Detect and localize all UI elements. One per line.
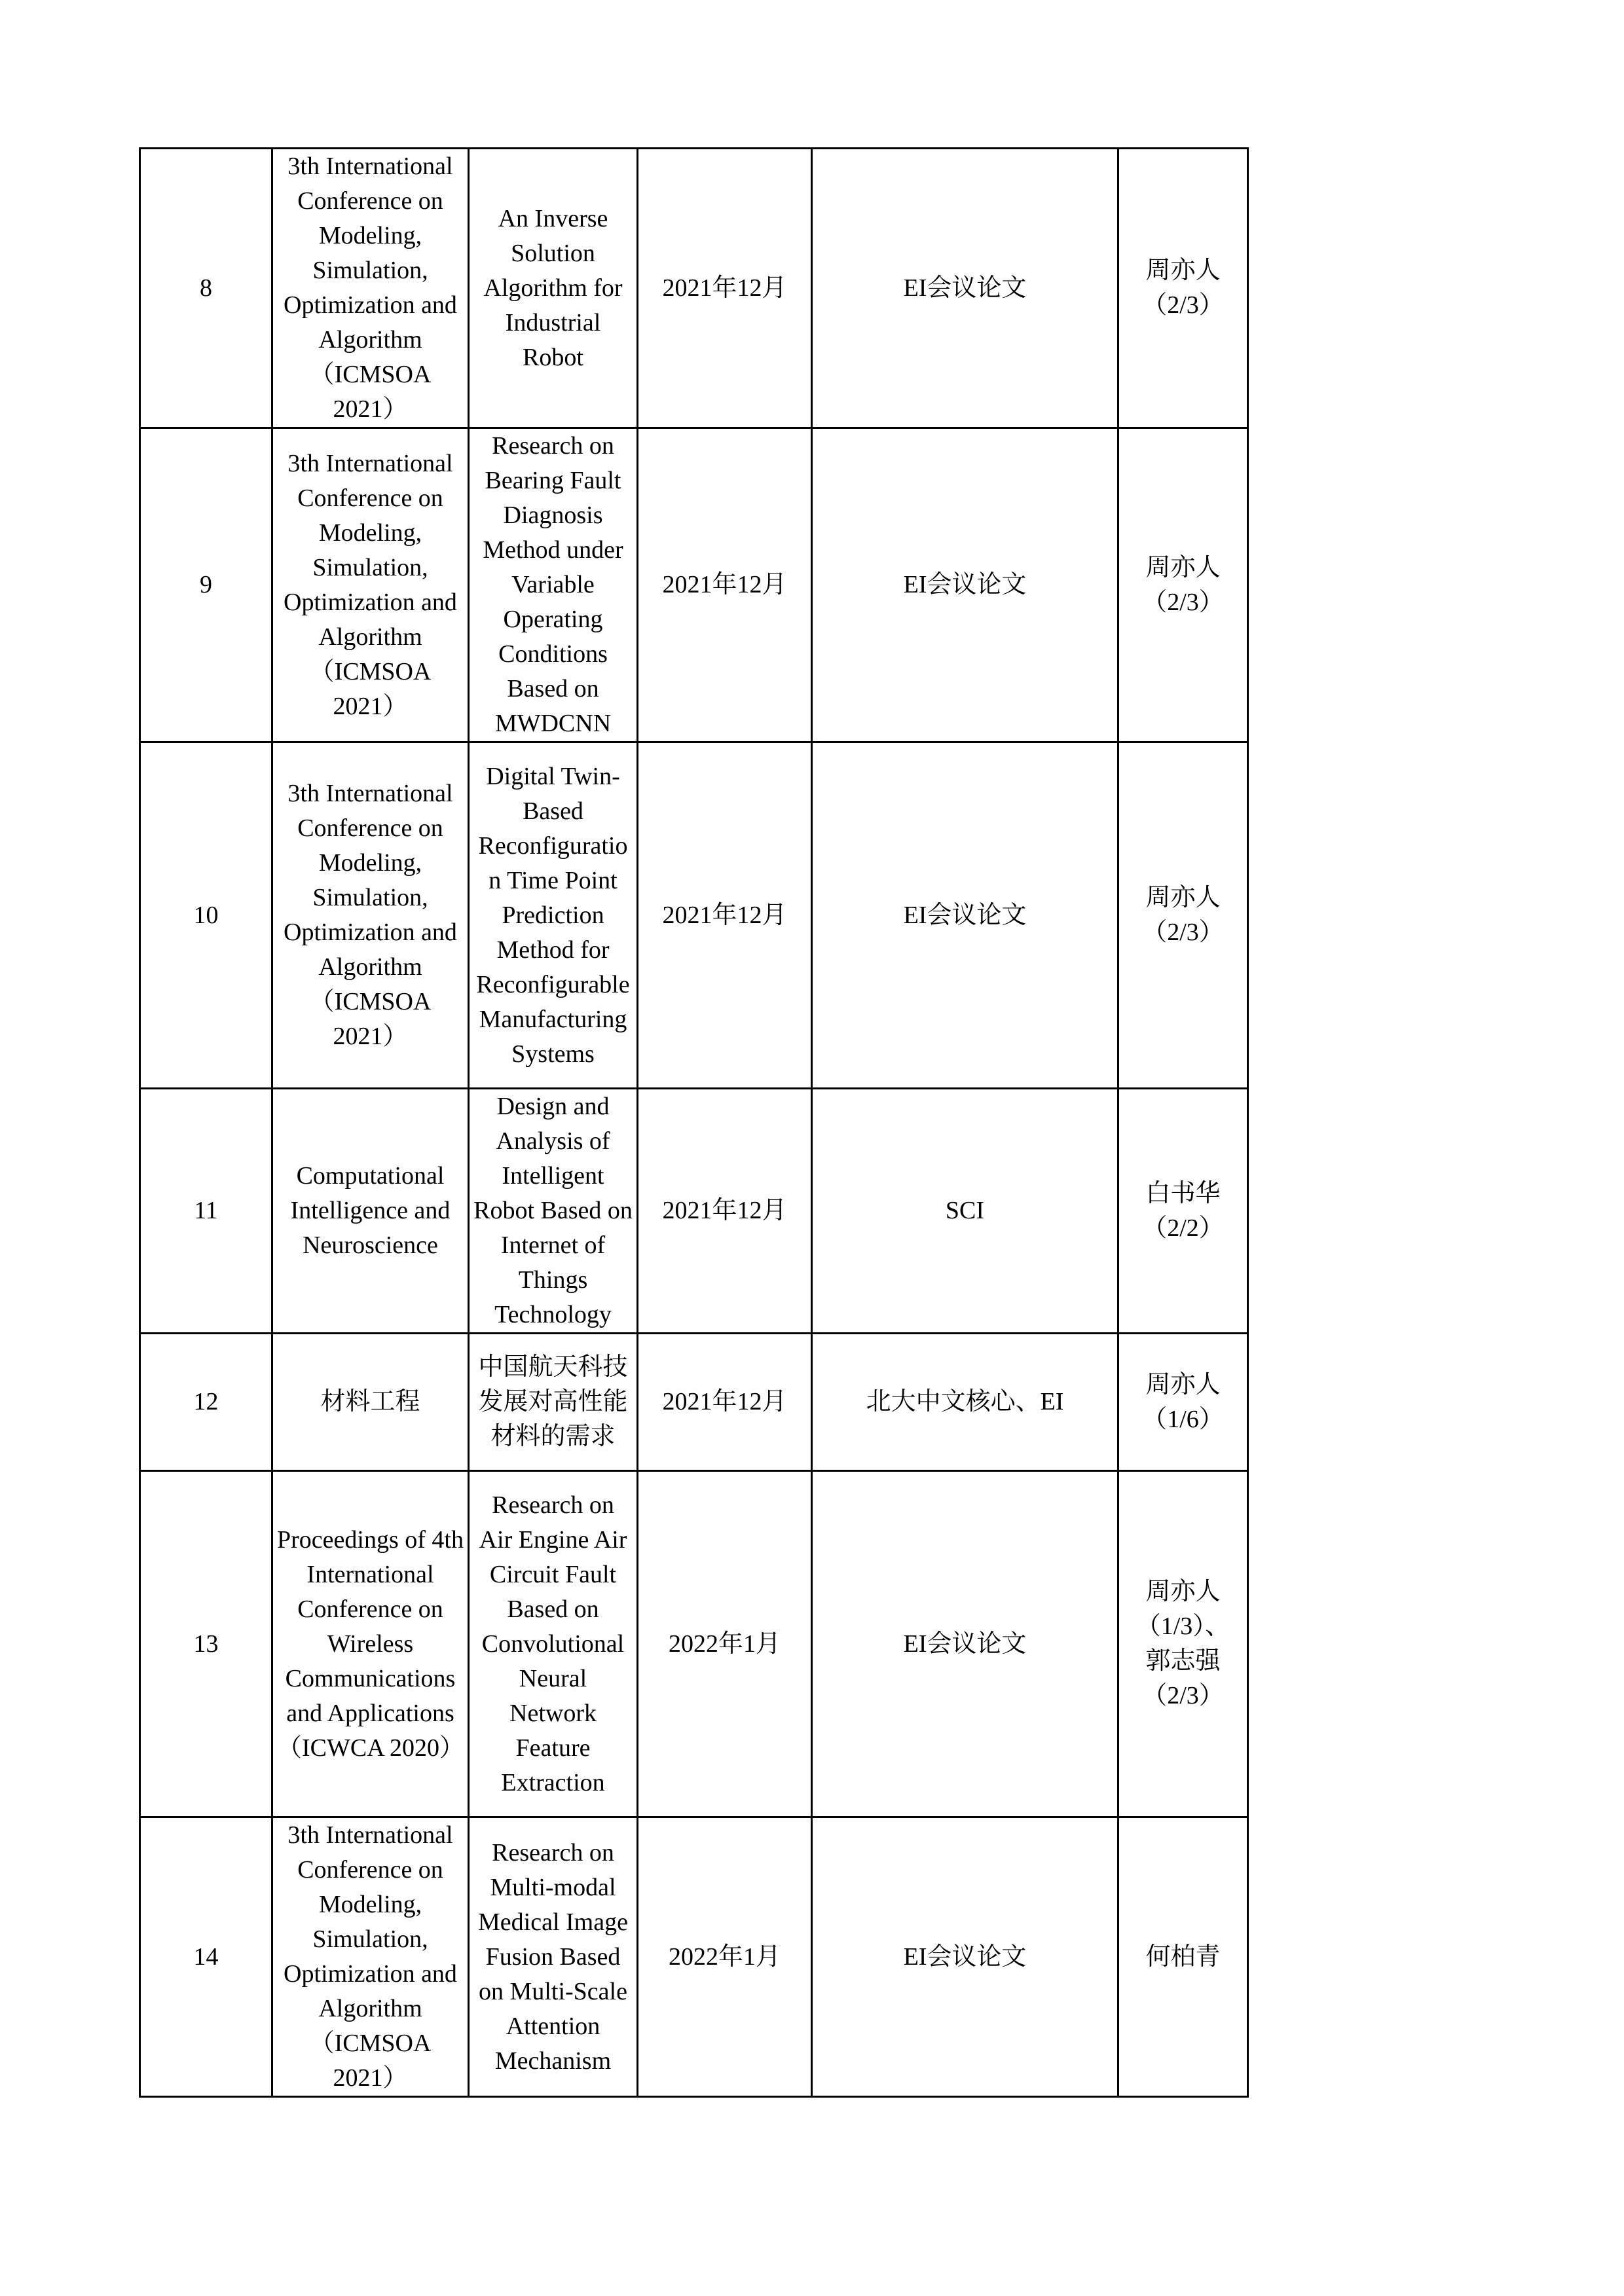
cell-index: EI会议论文 bbox=[812, 428, 1118, 742]
table-row bbox=[140, 1089, 1248, 1334]
table-row bbox=[140, 428, 1248, 742]
cell-index: EI会议论文 bbox=[812, 742, 1118, 1089]
cell-venue: Proceedings of 4th International Conference on Wireless Communications and Applications （ICWCA 2020） bbox=[272, 1471, 469, 1817]
cell-index: EI会议论文 bbox=[812, 149, 1118, 428]
cell-number: 12 bbox=[140, 1334, 272, 1471]
cell-author: 周亦人 （2/3） bbox=[1118, 742, 1248, 1089]
cell-index: SCI bbox=[812, 1089, 1118, 1334]
cell-title: Research on Bearing Fault Diagnosis Method under Variable Operating Conditions Based on MWDCNN bbox=[469, 428, 638, 742]
table-row bbox=[140, 1334, 1248, 1471]
table-row bbox=[140, 742, 1248, 1089]
cell-author: 白书华 （2/2） bbox=[1118, 1089, 1248, 1334]
cell-author: 周亦人 （1/3）、 郭志强 （2/3） bbox=[1118, 1471, 1248, 1817]
table-row bbox=[140, 1471, 1248, 1817]
cell-author: 何柏青 bbox=[1118, 1817, 1248, 2097]
cell-author: 周亦人 （2/3） bbox=[1118, 428, 1248, 742]
cell-index: 北大中文核心、EI bbox=[812, 1334, 1118, 1471]
cell-number: 14 bbox=[140, 1817, 272, 2097]
cell-venue: 3th International Conference on Modeling, Simulation, Optimization and Algorithm （ICMSOA 2021） bbox=[272, 428, 469, 742]
cell-number: 11 bbox=[140, 1089, 272, 1334]
table-row bbox=[140, 1817, 1248, 2097]
cell-date: 2021年12月 bbox=[638, 428, 812, 742]
table-row bbox=[140, 149, 1248, 428]
cell-title: 中国航天科技发展对高性能材料的需求 bbox=[469, 1334, 638, 1471]
cell-venue: 材料工程 bbox=[272, 1334, 469, 1471]
cell-venue: 3th International Conference on Modeling, Simulation, Optimization and Algorithm （ICMSOA 2021） bbox=[272, 149, 469, 428]
cell-number: 13 bbox=[140, 1471, 272, 1817]
cell-venue: Computational Intelligence and Neuroscience bbox=[272, 1089, 469, 1334]
cell-date: 2022年1月 bbox=[638, 1817, 812, 2097]
cell-date: 2021年12月 bbox=[638, 742, 812, 1089]
cell-author: 周亦人 （1/6） bbox=[1118, 1334, 1248, 1471]
cell-title: Research on Air Engine Air Circuit Fault Based on Convolutional Neural Network Feature Extraction bbox=[469, 1471, 638, 1817]
cell-date: 2021年12月 bbox=[638, 1089, 812, 1334]
cell-title: Design and Analysis of Intelligent Robot Based on Internet of Things Technology bbox=[469, 1089, 638, 1334]
cell-venue: 3th International Conference on Modeling, Simulation, Optimization and Algorithm （ICMSOA 2021） bbox=[272, 742, 469, 1089]
cell-number: 8 bbox=[140, 149, 272, 428]
publication-table bbox=[139, 147, 1249, 2098]
cell-index: EI会议论文 bbox=[812, 1471, 1118, 1817]
cell-date: 2022年1月 bbox=[638, 1471, 812, 1817]
cell-title: Research on Multi-modal Medical Image Fusion Based on Multi-Scale Attention Mechanism bbox=[469, 1817, 638, 2097]
cell-number: 10 bbox=[140, 742, 272, 1089]
cell-author: 周亦人 （2/3） bbox=[1118, 149, 1248, 428]
cell-title: An Inverse Solution Algorithm for Industrial Robot bbox=[469, 149, 638, 428]
cell-venue: 3th International Conference on Modeling, Simulation, Optimization and Algorithm （ICMSOA 2021） bbox=[272, 1817, 469, 2097]
cell-index: EI会议论文 bbox=[812, 1817, 1118, 2097]
cell-title: Digital Twin-Based Reconfiguration Time Point Prediction Method for Reconfigurable Manufacturing Systems bbox=[469, 742, 638, 1089]
cell-date: 2021年12月 bbox=[638, 1334, 812, 1471]
cell-date: 2021年12月 bbox=[638, 149, 812, 428]
cell-number: 9 bbox=[140, 428, 272, 742]
